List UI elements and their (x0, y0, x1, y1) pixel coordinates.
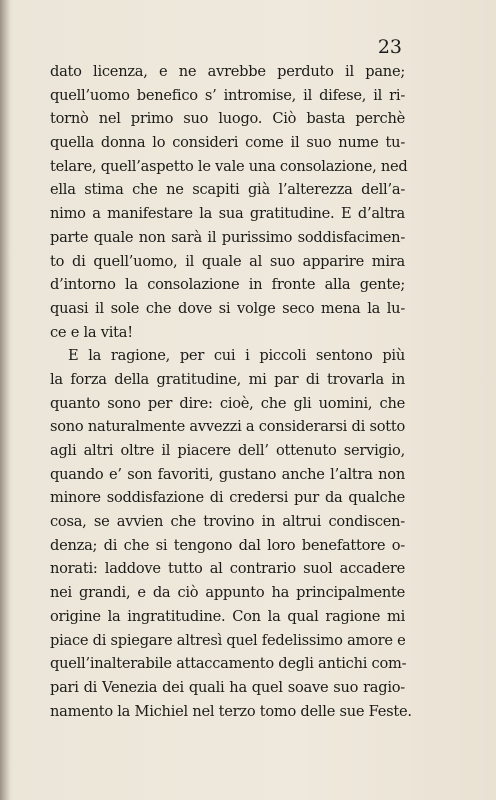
text-line: origine la ingratitudine. Con la qual ragione mi (50, 607, 405, 625)
text-line: parte quale non sarà il purissimo soddisfacimen- (50, 228, 405, 246)
text-line: pari di Venezia dei quali ha quel soave suo ragio- (50, 678, 405, 696)
text-line: norati: laddove tutto al contrario suol accadere (50, 560, 405, 578)
text-line: denza; di che si tengono dal loro benefattore o- (50, 536, 405, 554)
text-line: E la ragione, per cui i piccoli sentono più (68, 347, 405, 365)
text-line: piace di spiegare altresì quel fedelissimo amore e (50, 631, 406, 649)
text-line: minore soddisfazione di credersi pur da qualche (50, 489, 405, 507)
text-line: nei grandi, e da ciò appunto ha principalmente (50, 584, 405, 602)
text-line: to di quell’uomo, il quale al suo apparire mira (50, 252, 405, 270)
text-line: quella donna lo consideri come il suo nume tu- (50, 134, 405, 152)
text-line: quell’inalterabile attaccamento degli antichi com- (50, 655, 407, 673)
body-text (50, 60, 412, 723)
text-line: ella stima che ne scapiti già l’alterezza dell’a- (50, 181, 405, 199)
text-line: quanto sono per dire: cioè, che gli uomini, che (50, 394, 405, 412)
text-line: dato licenza, e ne avrebbe perduto il pane; (50, 63, 405, 80)
text-line: ce e la vita! (50, 323, 133, 341)
text-line: quasi il sole che dove si volge seco mena la lu- (50, 299, 405, 317)
page-number: 23 (377, 36, 402, 58)
text-line: telare, quell’aspetto le vale una consolazione, ned (50, 157, 408, 175)
text-line: agli altri oltre il piacere dell’ ottenuto servigio, (50, 442, 405, 459)
text-line: quando e’ son favoriti, gustano anche l’altra non (50, 465, 405, 483)
text-line: quell’uomo benefico s’ intromise, il difese, il ri- (50, 86, 405, 104)
text-line: sono naturalmente avvezzi a considerarsi di sotto (50, 418, 405, 436)
text-line: nimo a manifestare la sua gratitudine. E d’altra (50, 205, 405, 223)
binding-gutter (0, 0, 10, 800)
text-line: namento la Michiel nel terzo tomo delle sue Feste. (50, 702, 412, 720)
text-line: d’intorno la consolazione in fronte alla gente; (50, 276, 405, 294)
text-line: cosa, se avvien che trovino in altrui condiscen- (50, 513, 405, 531)
text-line: tornò nel primo suo luogo. Ciò basta perchè (50, 110, 405, 128)
text-line: la forza della gratitudine, mi par di trovarla in (50, 370, 405, 388)
